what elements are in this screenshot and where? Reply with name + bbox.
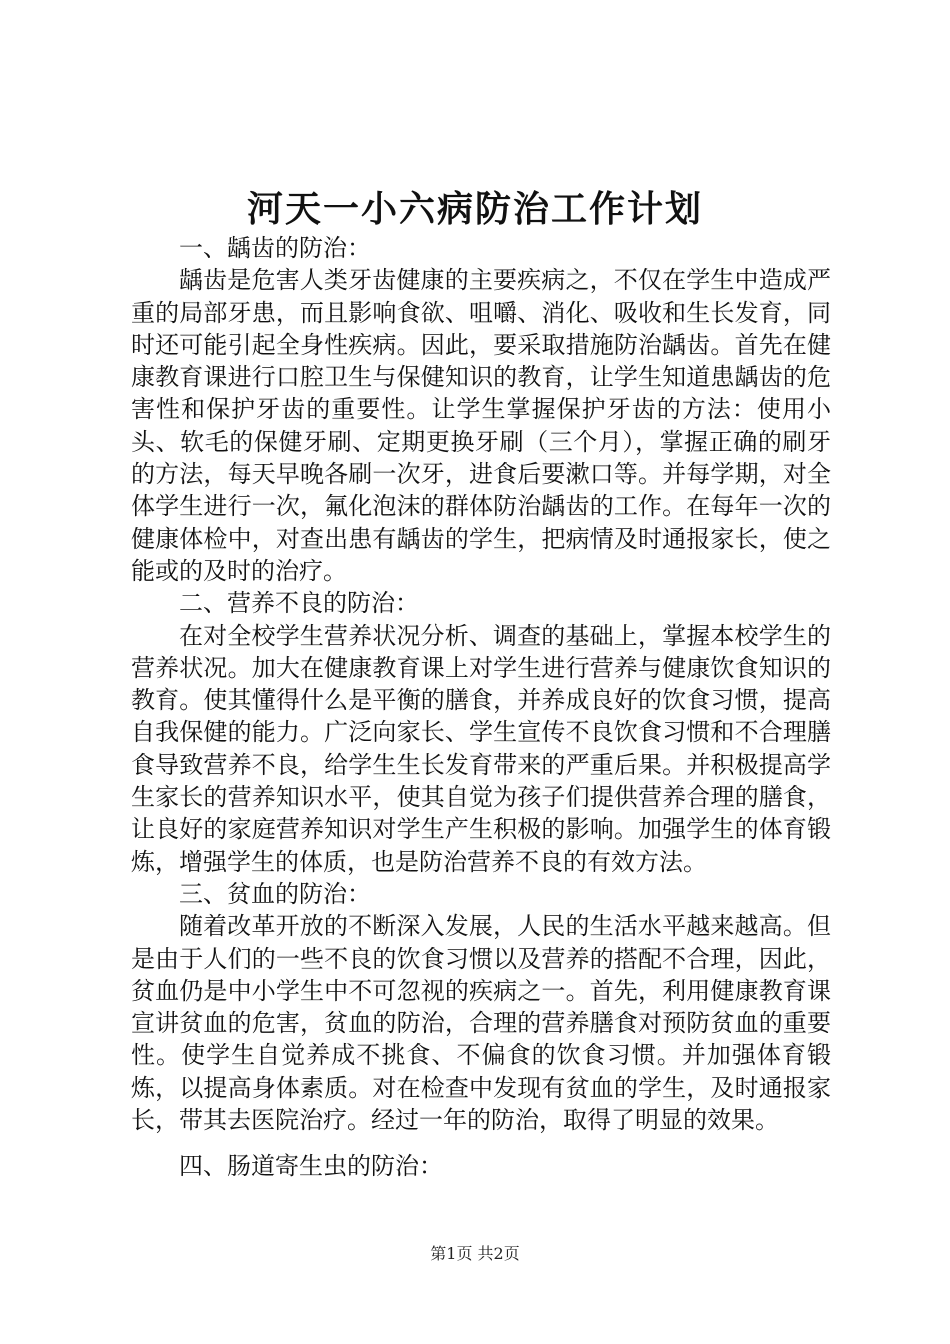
section-paragraph-anemia: 随着改革开放的不断深入发展，人民的生活水平越来越高。但是由于人们的一些不良的饮食习惯以及营养的搭配不合理，因此，贫血仍是中小学生中不可忽视的疾病之一。首先，利用健康教育课宣讲贫血的危害，贫血的防治，合理的营养膳食对预防贫血的重要性。使学生自觉养成不挑食、不偏食的饮食习惯。并加强体育锻炼，以提高身体素质。对在检查中发现有贫血的学生，及时通报家长，带其去医院治疗。经过一年的防治，取得了明显的效果。 — [131, 912, 831, 1135]
section-paragraph-caries: 龋齿是危害人类牙齿健康的主要疾病之，不仅在学生中造成严重的局部牙患，而且影响食欲、咀嚼、消化、吸收和生长发育，同时还可能引起全身性疾病。因此，要采取措施防治龋齿。首先在健康教育课进行口腔卫生与保健知识的教育，让学生知道患龋齿的危害性和保护牙齿的重要性。让学生掌握保护牙齿的方法：使用小头、软毛的保健牙刷、定期更换牙刷（三个月），掌握正确的刷牙的方法，每天早晚各刷一次牙，进食后要漱口等。并每学期，对全体学生进行一次，氟化泡沫的群体防治龋齿的工作。在每年一次的健康体检中，对查出患有龋齿的学生，把病情及时通报家长，使之能或的及时的治疗。 — [131, 266, 831, 585]
document-title: 河天一小六病防治工作计划 — [246, 188, 703, 230]
paragraph-spacer — [131, 1136, 831, 1150]
section-heading-malnutrition: 二、营养不良的防治： — [179, 589, 419, 618]
document-body — [131, 232, 831, 1183]
section-paragraph-malnutrition: 在对全校学生营养状况分析、调查的基础上，掌握本校学生的营养状况。加大在健康教育课上对学生进行营养与健康饮食知识的教育。使其懂得什么是平衡的膳食，并养成良好的饮食习惯，提高自我保健的能力。广泛向家长、学生宣传不良饮食习惯和不合理膳食导致营养不良，给学生生长发育带来的严重后果。并积极提高学生家长的营养知识水平，使其自觉为孩子们提供营养合理的膳食，让良好的家庭营养知识对学生产生积极的影响。加强学生的体育锻炼，增强学生的体质，也是防治营养不良的有效方法。 — [131, 621, 831, 876]
section-heading-parasites: 四、肠道寄生虫的防治： — [179, 1152, 443, 1181]
page-footer: 第1页 共2页 — [430, 1244, 520, 1263]
section-heading-caries: 一、龋齿的防治： — [179, 234, 371, 262]
section-heading-anemia: 三、贫血的防治： — [179, 879, 371, 908]
